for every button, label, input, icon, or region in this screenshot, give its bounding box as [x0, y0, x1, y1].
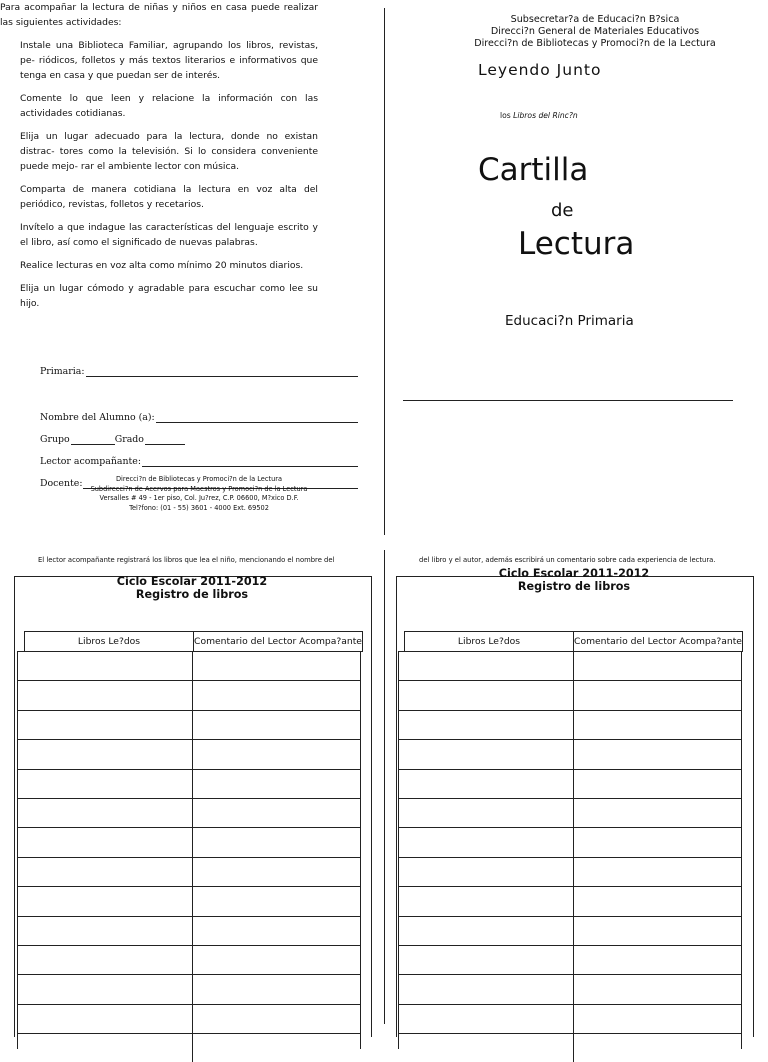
book-cell[interactable]: [18, 887, 193, 915]
comment-cell[interactable]: [193, 799, 360, 827]
book-cell[interactable]: [399, 946, 574, 974]
table-row[interactable]: [18, 739, 360, 768]
table-row[interactable]: [18, 710, 360, 739]
table-row[interactable]: [399, 945, 741, 974]
book-cell[interactable]: [399, 681, 574, 709]
column-header-books: Libros Le?dos: [25, 632, 194, 651]
table-row[interactable]: [399, 1033, 741, 1062]
register-title-right: [396, 567, 752, 593]
reader-label: Lector acompañante:: [40, 456, 142, 467]
table-row[interactable]: [18, 886, 360, 915]
table-row[interactable]: [18, 945, 360, 974]
book-cell[interactable]: [18, 1034, 193, 1062]
comment-cell[interactable]: [193, 711, 360, 739]
table-row[interactable]: [399, 827, 741, 856]
program-name: Leyendo Junto: [478, 61, 602, 79]
table-row[interactable]: [399, 651, 741, 680]
comment-cell[interactable]: [193, 770, 360, 798]
book-cell[interactable]: [18, 770, 193, 798]
comment-cell[interactable]: [574, 975, 741, 1003]
book-cell[interactable]: [399, 770, 574, 798]
table-row[interactable]: [18, 974, 360, 1003]
instruction-item: Elija un lugar adecuado para la lectura, donde no existan distrac- tores como la televisión. Si lo considera conveniente puede mejo- rar el ambiente lector con música.: [20, 131, 318, 172]
header-line: Direcci?n de Bibliotecas y Promoci?n de la Lectura: [474, 38, 716, 49]
cover-divider: [403, 400, 733, 401]
address-line: Tel?fono: (01 - 55) 3601 - 4000 Ext. 69502: [129, 503, 269, 512]
table-row[interactable]: [18, 916, 360, 945]
table-row[interactable]: [399, 769, 741, 798]
table-row[interactable]: [399, 1004, 741, 1033]
student-name-field[interactable]: [40, 412, 358, 423]
book-cell[interactable]: [399, 858, 574, 886]
instruction-item: Comparta de manera cotidiana la lectura en voz alta del periódico, revistas, folletos y recetarios.: [20, 184, 318, 210]
comment-cell[interactable]: [193, 917, 360, 945]
student-name-label: Nombre del Alumno (a):: [40, 412, 155, 423]
instructions-intro: Para acompañar la lectura de niñas y niños en casa puede realizar las siguientes actividades:: [0, 2, 318, 28]
comment-cell[interactable]: [574, 799, 741, 827]
instruction-item: Comente lo que leen y relacione la información con las actividades cotidianas.: [20, 93, 318, 119]
fold-line-top: [384, 8, 385, 535]
book-cell[interactable]: [399, 799, 574, 827]
comment-cell[interactable]: [193, 1034, 360, 1062]
comment-cell[interactable]: [193, 740, 360, 768]
table-row[interactable]: [18, 827, 360, 856]
comment-cell[interactable]: [193, 828, 360, 856]
register-table-left[interactable]: [17, 651, 361, 1049]
school-cycle: Ciclo Escolar 2011-2012: [116, 575, 268, 588]
table-row[interactable]: [399, 798, 741, 827]
table-row[interactable]: [399, 857, 741, 886]
register-subtitle: Registro de libros: [135, 588, 249, 601]
instruction-item: Elija un lugar cómodo y agradable para escuchar como lee su hijo.: [20, 283, 318, 309]
comment-cell[interactable]: [574, 828, 741, 856]
book-cell[interactable]: [18, 946, 193, 974]
table-row[interactable]: [399, 710, 741, 739]
instruction-item: Realice lecturas en voz alta como mínimo 20 minutos diarios.: [20, 260, 304, 271]
comment-cell[interactable]: [574, 681, 741, 709]
collection-line: [500, 111, 578, 120]
header-line: Subsecretar?a de Educaci?n B?sica: [510, 14, 680, 25]
book-cell[interactable]: [18, 681, 193, 709]
teacher-label: Docente:: [40, 478, 83, 489]
school-cycle: Ciclo Escolar 2011-2012: [498, 567, 650, 580]
register-title-left: [14, 575, 370, 601]
comment-cell[interactable]: [193, 652, 360, 680]
comment-cell[interactable]: [574, 917, 741, 945]
collection-prefix: los: [500, 111, 511, 120]
comment-cell[interactable]: [193, 858, 360, 886]
comment-cell[interactable]: [574, 858, 741, 886]
book-cell[interactable]: [399, 740, 574, 768]
register-header-right: [404, 631, 743, 652]
table-row[interactable]: [18, 680, 360, 709]
reader-field[interactable]: [40, 456, 358, 467]
table-row[interactable]: [399, 739, 741, 768]
comment-cell[interactable]: [574, 770, 741, 798]
comment-cell[interactable]: [193, 975, 360, 1003]
comment-cell[interactable]: [193, 887, 360, 915]
book-cell[interactable]: [18, 975, 193, 1003]
instruction-item: Instale una Biblioteca Familiar, agrupando los libros, revistas, pe- riódicos, folletos y más textos literarios e informativos que tenga en casa y que puedan ser de interés.: [20, 40, 318, 81]
comment-cell[interactable]: [574, 887, 741, 915]
comment-cell[interactable]: [574, 1034, 741, 1062]
table-row[interactable]: [18, 769, 360, 798]
comment-cell[interactable]: [574, 1005, 741, 1033]
address-line: Subdirecci?n de Acervos para Maestros y Promoci?n de la Lectura: [90, 484, 308, 493]
table-row[interactable]: [18, 1033, 360, 1062]
cover-title-3: Lectura: [518, 226, 635, 262]
book-cell[interactable]: [18, 652, 193, 680]
register-note-right: del libro y el autor, además escribirá un comentario sobre cada experiencia de lectura.: [419, 556, 716, 564]
table-row[interactable]: [399, 974, 741, 1003]
address-line: Direcci?n de Bibliotecas y Promoci?n de la Lectura: [115, 475, 282, 483]
register-header-left: [24, 631, 363, 652]
book-cell[interactable]: [18, 858, 193, 886]
primaria-label: Primaria:: [40, 366, 85, 377]
book-cell[interactable]: [399, 917, 574, 945]
comment-cell[interactable]: [193, 946, 360, 974]
register-table-right[interactable]: [398, 651, 742, 1049]
table-row[interactable]: [18, 1004, 360, 1033]
column-header-books: Libros Le?dos: [405, 632, 574, 651]
book-cell[interactable]: [399, 652, 574, 680]
table-row[interactable]: [18, 651, 360, 680]
book-cell[interactable]: [399, 1005, 574, 1033]
collection-name: Libros del Rinc?n: [513, 111, 578, 120]
book-cell[interactable]: [18, 828, 193, 856]
register-subtitle: Registro de libros: [517, 580, 631, 593]
column-header-comment: Comentario del Lector Acompa?ante: [574, 636, 742, 647]
book-cell[interactable]: [399, 711, 574, 739]
book-cell[interactable]: [399, 828, 574, 856]
table-row[interactable]: [399, 680, 741, 709]
instruction-item: Invítelo a que indague las características del lenguaje escrito y el libro, así como el significado de nuevas palabras.: [20, 222, 318, 248]
education-level: Educaci?n Primaria: [505, 313, 634, 329]
cover-header: [440, 14, 750, 50]
table-row[interactable]: [399, 886, 741, 915]
cover-title-2: de: [551, 200, 574, 221]
address-block: [40, 475, 358, 513]
table-row[interactable]: [399, 916, 741, 945]
cover-title-1: Cartilla: [478, 152, 589, 188]
register-note-left: El lector acompañante registrará los libros que lea el niño, mencionando el nombre del: [38, 556, 335, 564]
instructions-panel: [0, 0, 318, 311]
group-label: Grupo: [40, 434, 70, 445]
fold-line-bottom: [384, 550, 385, 1024]
comment-cell[interactable]: [574, 711, 741, 739]
grade-label: Grado: [114, 434, 144, 445]
table-row[interactable]: [18, 857, 360, 886]
primaria-field[interactable]: [40, 366, 358, 377]
book-cell[interactable]: [399, 887, 574, 915]
comment-cell[interactable]: [574, 740, 741, 768]
comment-cell[interactable]: [193, 681, 360, 709]
book-cell[interactable]: [18, 740, 193, 768]
comment-cell[interactable]: [574, 946, 741, 974]
book-cell[interactable]: [18, 917, 193, 945]
table-row[interactable]: [18, 798, 360, 827]
book-cell[interactable]: [18, 711, 193, 739]
book-cell[interactable]: [399, 1034, 574, 1062]
book-cell[interactable]: [18, 1005, 193, 1033]
column-header-comment: Comentario del Lector Acompa?ante: [194, 636, 362, 647]
header-line: Direcci?n General de Materiales Educativos: [490, 26, 700, 37]
book-cell[interactable]: [399, 975, 574, 1003]
group-grade-field[interactable]: [40, 434, 185, 445]
book-cell[interactable]: [18, 799, 193, 827]
address-line: Versalles # 49 - 1er piso, Col. Ju?rez, C.P. 06600, M?xico D.F.: [99, 494, 299, 502]
comment-cell[interactable]: [193, 1005, 360, 1033]
comment-cell[interactable]: [574, 652, 741, 680]
